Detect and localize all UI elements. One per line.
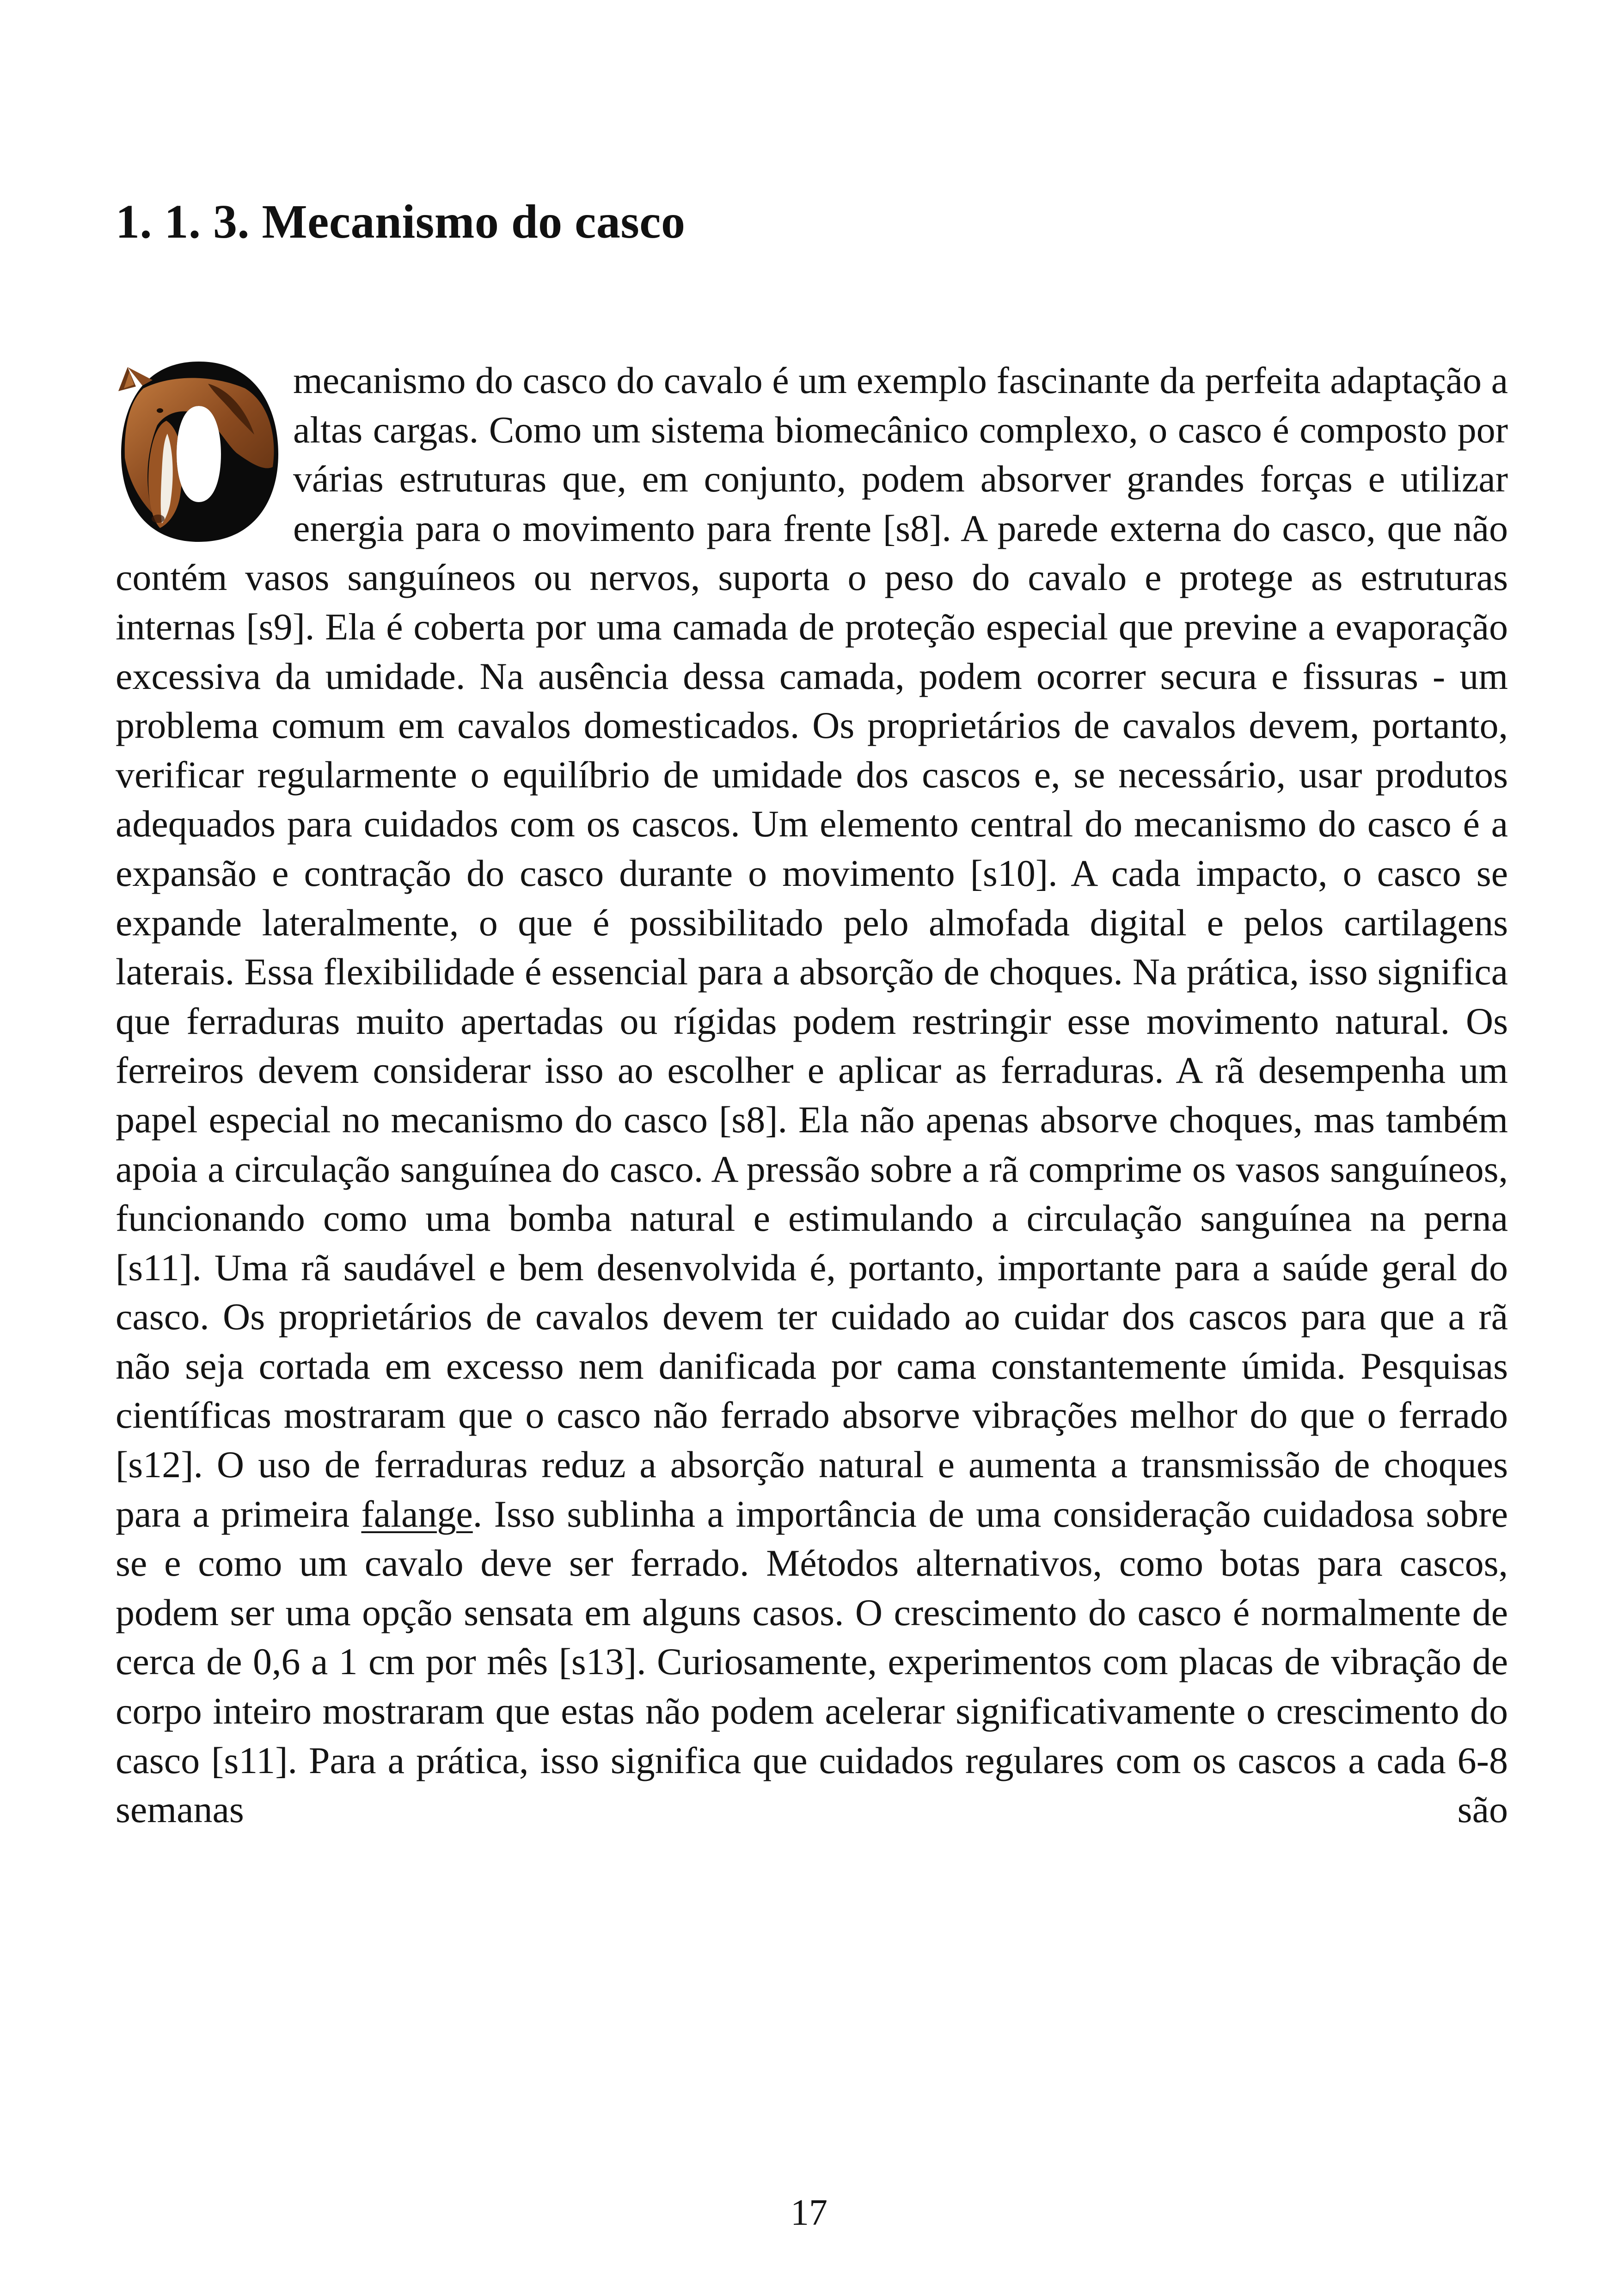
- body-text-part-1: mecanismo do casco do cavalo é um exemplo fascinante da perfeita adaptação a altas cargas. Como um sistema biomecânico complexo, o casco é composto por várias estruturas que, em conjunto, podem absorver grandes forças e utilizar energia para o movimento para frente [s8]. A parede externa do casco, que não contém vasos sanguíneos ou nervos, suporta o peso do cavalo e protege as estruturas internas [s9]. Ela é coberta por uma camada de proteção especial que previne a evaporação excessiva da umidade. Na ausência dessa camada, podem ocorrer secura e fissuras - um problema comum em cavalos domesticados. Os proprietários de cavalos devem, portanto, verificar regularmente o equilíbrio de umidade dos cascos e, se necessário, usar produtos adequados para cuidados com os cascos. Um elemento central do mecanismo do casco é a expansão e contração do casco durante o movimento [s10]. A cada impacto, o casco se expande lateralmente, o que é possibilitado pelo almofada digital e pelos cartilagens laterais. Essa flexibilidade é essencial para a absorção de choques. Na prática, isso significa que ferraduras muito apertadas ou rígidas podem restringir esse movimento natural. Os ferreiros devem considerar isso ao escolher e aplicar as ferraduras. A rã desempenha um papel especial no mecanismo do casco [s8]. Ela não apenas absorve choques, mas também apoia a circulação sanguínea do casco. A pressão sobre a rã comprime os vasos sanguíneos, funcionando como uma bomba natural e estimulando a circulação sanguínea na perna [s11]. Uma rã saudável e bem desenvolvida é, portanto, importante para a saúde geral do casco. Os proprietários de cavalos devem ter cuidado ao cuidar dos cascos para que a rã não seja cortada em excesso nem danificada por cama constantemente úmida. Pesquisas científicas mostraram que o casco não ferrado absorve vibrações melhor do que o ferrado [s12]. O uso de ferraduras reduz a absorção natural e aumenta a transmissão de choques para a primeira: [116, 359, 1508, 1535]
- body-text-part-2: . Isso sublinha a importância de uma consideração cuidadosa sobre se e como um cavalo deve ser ferrado. Métodos alternativos, como botas para cascos, podem ser uma opção sensata em alguns casos. O crescimento do casco é normalmente de cerca de 0,6 a 1 cm por mês [s13]. Curiosamente, experimentos com placas de vibração de corpo inteiro mostraram que estas não podem acelerar significativamente o crescimento do casco [s11]. Para a prática, isso significa que cuidados regulares com os cascos a cada 6-8 semanas são: [116, 1492, 1508, 1831]
- glossary-link-falange[interactable]: falange: [361, 1492, 473, 1535]
- page-number: 17: [791, 2192, 827, 2233]
- body-paragraph: [116, 356, 1508, 1835]
- section-heading: 1. 1. 3. Mecanismo do casco: [116, 195, 686, 248]
- dropcap-horse-o-icon: [116, 356, 282, 545]
